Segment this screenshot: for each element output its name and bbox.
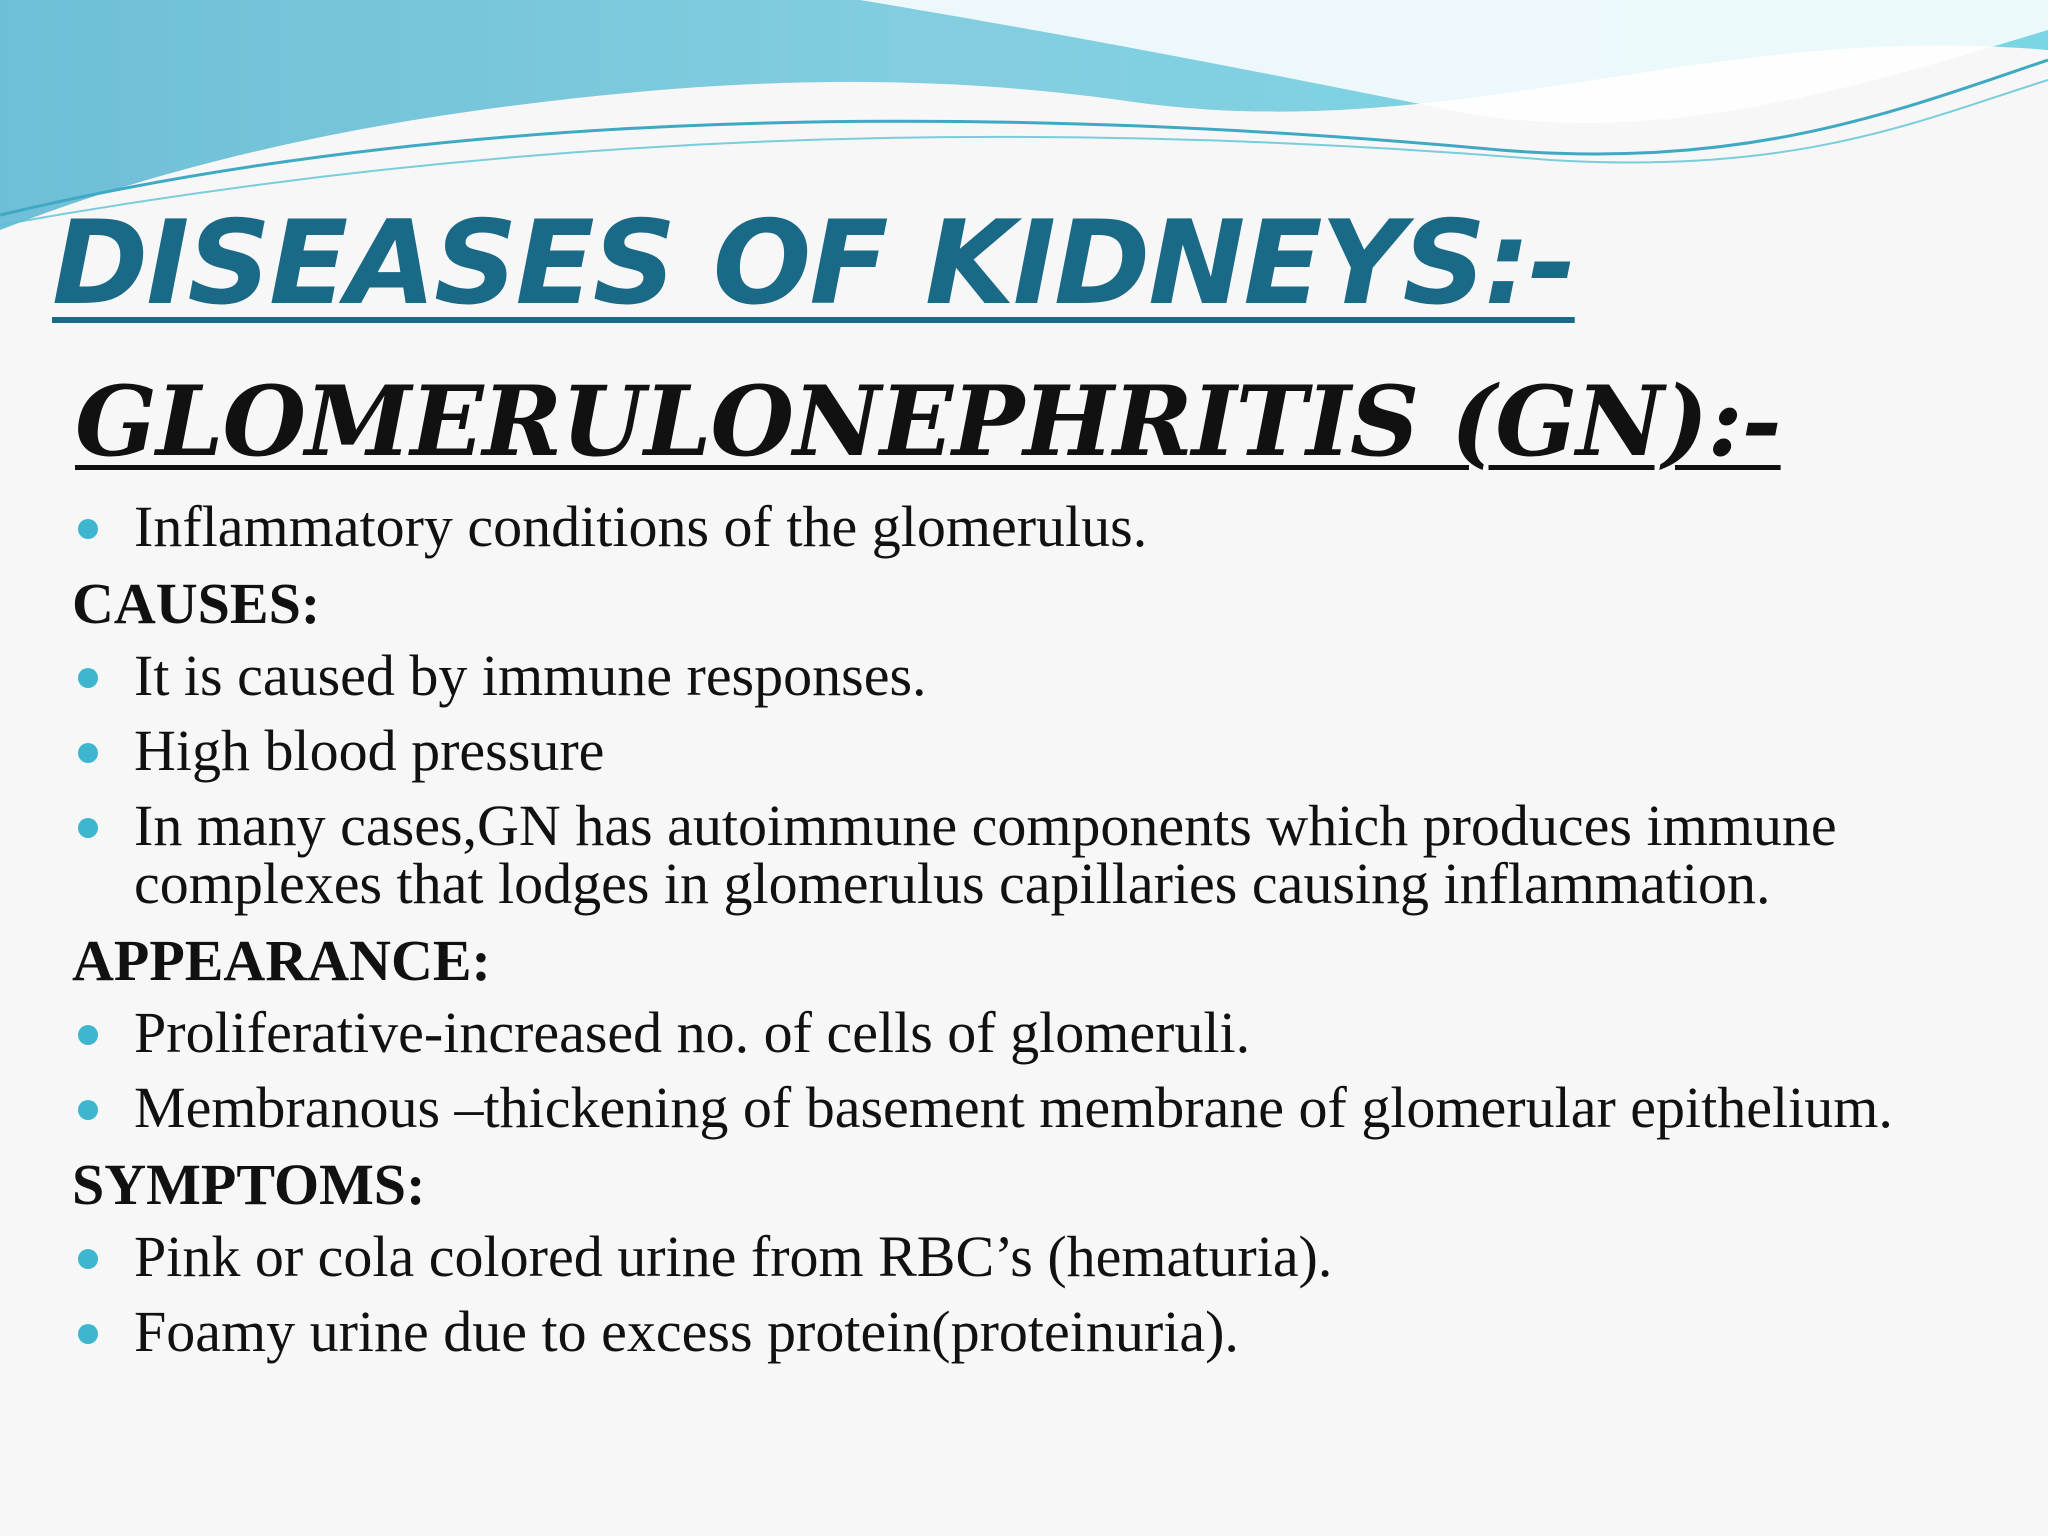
bullet-icon	[78, 1249, 98, 1269]
bullet-icon	[78, 1324, 98, 1344]
appearance-heading: APPEARANCE:	[72, 928, 491, 993]
symptoms-list	[72, 1224, 1992, 1364]
appearance-list	[72, 1000, 1992, 1140]
symptoms-heading: SYMPTOMS:	[72, 1152, 426, 1217]
bullet-text: High blood pressure	[134, 718, 605, 783]
bullet-text: It is caused by immune responses.	[134, 643, 927, 708]
list-item	[72, 1299, 1992, 1364]
bullet-text: Inflammatory conditions of the glomerulus.	[134, 494, 1148, 559]
causes-heading: CAUSES:	[72, 571, 321, 636]
bullet-icon	[78, 519, 98, 539]
list-item	[72, 643, 1992, 708]
list-item	[72, 494, 1992, 559]
list-item	[72, 718, 1992, 783]
list-item	[72, 1075, 1992, 1140]
list-item	[72, 793, 1992, 916]
bullet-icon	[78, 668, 98, 688]
intro-list	[72, 494, 1992, 559]
bullet-text: Proliferative-increased no. of cells of glomeruli.	[134, 1000, 1251, 1065]
bullet-text: Foamy urine due to excess protein(proteinuria).	[134, 1299, 1239, 1364]
bullet-icon	[78, 1100, 98, 1120]
bullet-icon	[78, 1025, 98, 1045]
bullet-text: Membranous –thickening of basement membrane of glomerular epithelium.	[134, 1075, 1893, 1140]
bullet-text: Pink or cola colored urine from RBC’s (hematuria).	[134, 1224, 1333, 1289]
list-item	[72, 1000, 1992, 1065]
causes-list	[72, 643, 1992, 916]
list-item	[72, 1224, 1992, 1289]
slide-content	[72, 494, 1992, 1378]
bullet-icon	[78, 743, 98, 763]
slide-subtitle: GLOMERULONEPHRITIS (GN):-	[75, 365, 1781, 478]
bullet-icon	[78, 818, 98, 838]
slide-title: DISEASES OF KIDNEYS:-	[52, 196, 1575, 331]
bullet-text: In many cases,GN has autoimmune components which produces immune complexes that lodges in glomerulus capillaries causing inflammation.	[134, 793, 1837, 916]
